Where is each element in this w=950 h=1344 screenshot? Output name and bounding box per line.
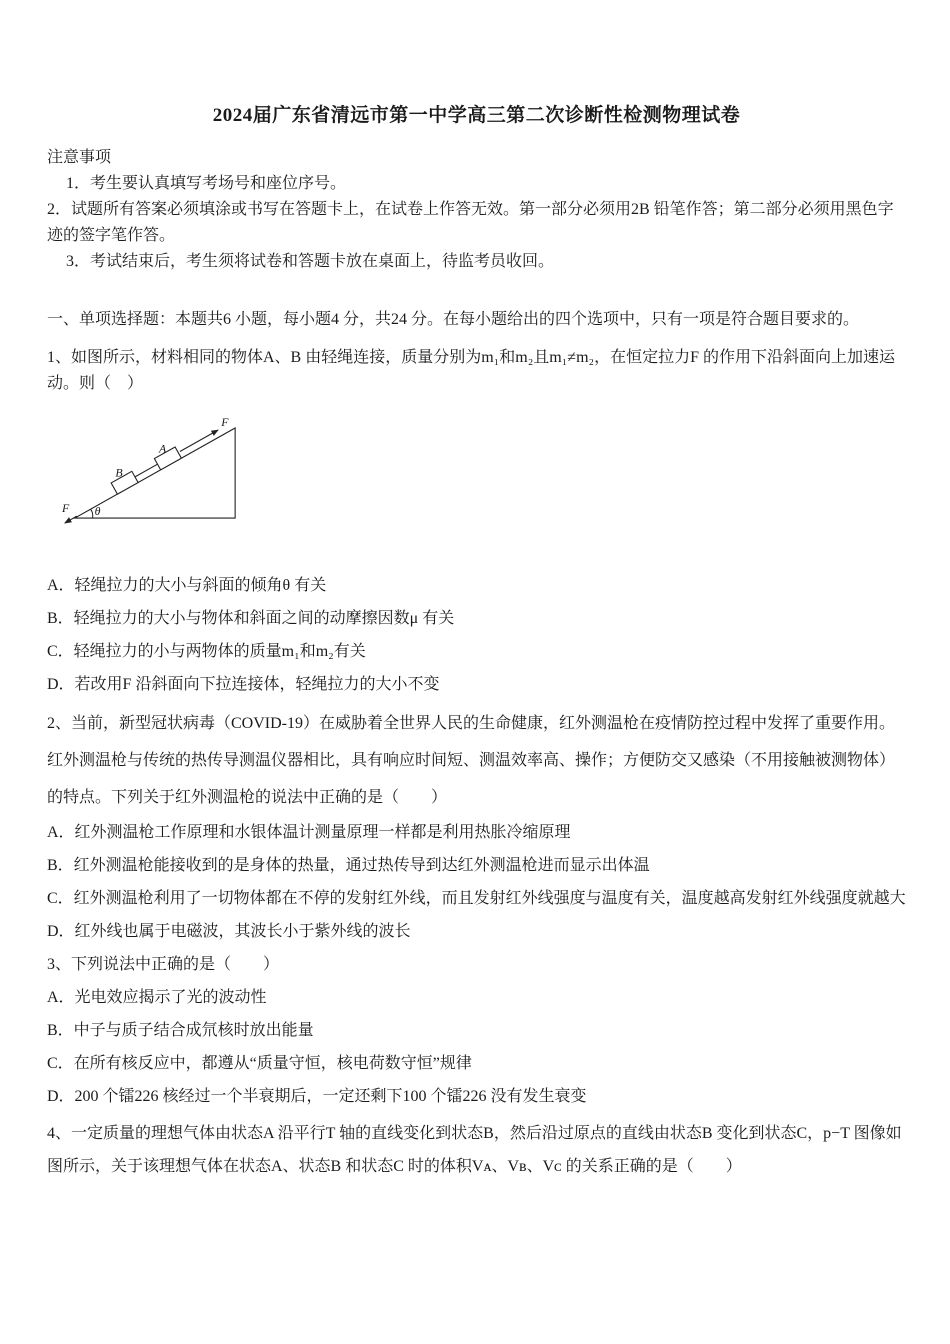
question-stem: 1、如图所示，材料相同的物体A、B 由轻绳连接，质量分别为m₁和m₂且m₁≠m₂，在恒定拉力F 的作用下沿斜面向上加速运动。则（ ） [47, 349, 896, 392]
option-a: A．光电效应揭示了光的波动性 [47, 989, 267, 1006]
option-c: C．红外测温枪利用了一切物体都在不停的发射红外线，而且发射红外线强度与温度有关，温度越高发射红外线强度就越大 [47, 890, 906, 907]
notice-item: 2．试题所有答案必须填涂或书写在答题卡上，在试卷上作答无效。第一部分必须用2B 铅笔作答；第二部分必须用黑色字迹的签字笔作答。 [47, 201, 894, 244]
force-top-label: F [221, 415, 229, 429]
page-title: 2024届广东省清远市第一中学高三第二次诊断性检测物理试卷 [212, 105, 741, 126]
force-arrow-down [65, 516, 77, 523]
incline-diagram [61, 411, 249, 535]
option-d: D．红外线也属于电磁波，其波长小于紫外线的波长 [47, 923, 411, 940]
option-c: C．在所有核反应中，都遵从“质量守恒，核电荷数守恒”规律 [47, 1055, 472, 1072]
section-heading: 一、单项选择题：本题共6 小题，每小题4 分，共24 分。在每小题给出的四个选项中，只有一项是符合题目要求的。 [47, 311, 860, 328]
notice-item: 1．考生要认真填写考场号和座位序号。 [66, 175, 347, 192]
block-a-label: A [158, 441, 167, 456]
option-a: A．轻绳拉力的大小与斜面的倾角θ 有关 [47, 577, 327, 594]
rope [135, 464, 157, 477]
block-b-label: B [115, 465, 123, 480]
angle-arc [90, 509, 92, 518]
notice-item: 3．考试结束后，考生须将试卷和答题卡放在桌面上，待监考员收回。 [66, 253, 555, 270]
option-b: B．轻绳拉力的大小与物体和斜面之间的动摩擦因数μ 有关 [47, 610, 455, 627]
option-d: D．若改用F 沿斜面向下拉连接体，轻绳拉力的大小不变 [47, 676, 440, 693]
option-b: B．红外测温枪能接收到的是身体的热量，通过热传导到达红外测温枪进而显示出体温 [47, 857, 650, 874]
notice-heading: 注意事项 [47, 149, 112, 166]
question-3 [47, 948, 906, 1113]
angle-label: θ [94, 504, 101, 519]
question-stem: 4、一定质量的理想气体由状态A 沿平行T 轴的直线变化到状态B，然后沿过原点的直线由状态B 变化到状态C，p−T 图像如图所示，关于该理想气体在状态A、状态B 和状态C 时的体积Vᴀ、Vʙ、Vᴄ 的关系正确的是（ ） [47, 1125, 902, 1175]
force-bottom-label: F [61, 501, 70, 516]
question-2 [47, 705, 906, 948]
question-stem: 3、下列说法中正确的是（ ） [47, 956, 280, 973]
option-a: A．红外测温枪工作原理和水银体温计测量原理一样都是利用热胀冷缩原理 [47, 824, 571, 841]
option-b: B．中子与质子结合成氘核时放出能量 [47, 1022, 314, 1039]
q1-figure [61, 411, 906, 535]
option-c: C．轻绳拉力的小与两物体的质量m₁和m₂有关 [47, 643, 366, 660]
notice-block [47, 145, 906, 275]
question-stem: 2、当前，新型冠状病毒（COVID-19）在威胁着全世界人民的生命健康，红外测温枪在疫情防控过程中发挥了重要作用。红外测温枪与传统的热传导测温仪器相比，具有响应时间短、测温效率高、操作；方便防交又感染（不用接触被测物体）的特点。下列关于红外测温枪的说法中正确的是（ ） [47, 715, 896, 806]
question-4 [47, 1117, 906, 1183]
option-d: D．200 个镭226 核经过一个半衰期后，一定还剩下100 个镭226 没有发生衰变 [47, 1088, 587, 1105]
question-1 [47, 345, 906, 701]
